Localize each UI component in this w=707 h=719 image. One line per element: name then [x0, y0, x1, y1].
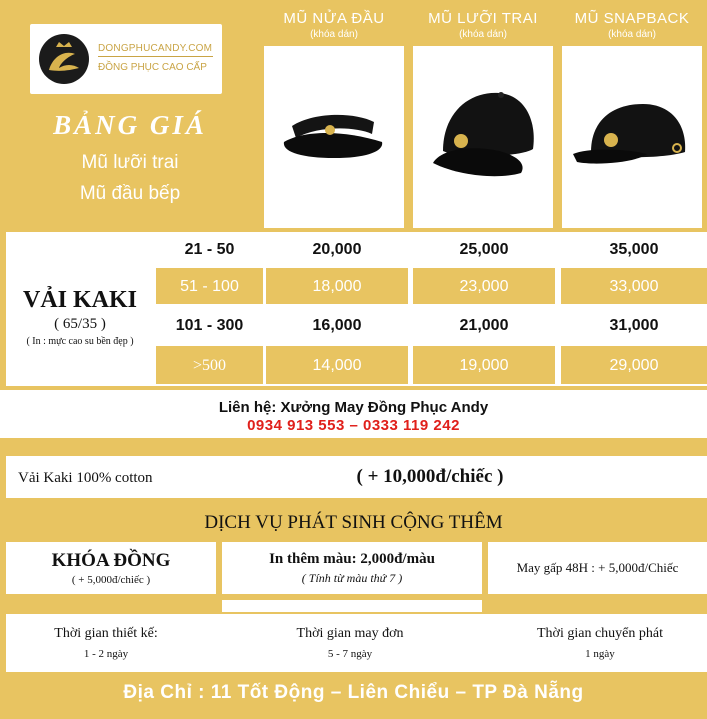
logo-emblem-icon [39, 34, 89, 84]
snapback-cap-image [562, 46, 702, 228]
logo-site-text: DONGPHUCANDY.COM [98, 43, 213, 54]
service-spacer [222, 600, 482, 612]
column-note: (khóa dán) [310, 29, 358, 40]
delivery-time [500, 614, 700, 672]
address: Địa Chỉ : 11 Tốt Động – Liên Chiểu – TP Đà Nẵng [123, 682, 584, 703]
logo-tagline: ĐỒNG PHỤC CAO CẤP [98, 62, 207, 73]
column-note: (khóa dán) [459, 29, 507, 40]
visor-cap-image [264, 46, 404, 228]
price-cell: 16,000 [312, 317, 362, 334]
color-title: In thêm màu: 2,000đ/màu [269, 550, 435, 567]
column-header-visor [264, 10, 404, 40]
color-service [222, 542, 482, 594]
price-cell: 18,000 [312, 278, 362, 295]
subtitle-chef-hat: Mũ đầu bếp [79, 183, 181, 204]
rush-service: May gấp 48H : + 5,000đ/Chiếc [516, 560, 679, 575]
price-cell: 14,000 [312, 357, 362, 374]
qty-cell: 51 - 100 [180, 278, 239, 295]
price-cell: 31,000 [609, 317, 659, 334]
fabric-name: VẢI KAKI [22, 287, 137, 313]
price-cell: 33,000 [609, 278, 659, 295]
cotton-price: ( + 10,000đ/chiếc ) [356, 466, 504, 487]
contact-phones[interactable]: 0934 913 553 – 0333 119 242 [247, 417, 460, 434]
time-label: Thời gian may đơn [296, 626, 404, 641]
column-header-baseball [413, 10, 553, 40]
price-cell: 25,000 [459, 241, 509, 258]
brand-logo [30, 24, 222, 94]
sewing-time [250, 614, 450, 672]
color-note: ( Tính từ màu thứ 7 ) [301, 570, 403, 585]
contact-label: Liên hệ: Xưởng May Đồng Phục Andy [218, 399, 489, 416]
page-title: BẢNG GIÁ [53, 110, 207, 140]
column-header-snapback [562, 10, 702, 40]
services-title: DỊCH VỤ PHÁT SINH CỘNG THÊM [204, 512, 503, 533]
qty-cell: >500 [192, 357, 227, 374]
subtitle-cap: Mũ lưỡi trai [81, 152, 179, 173]
column-name: MŨ SNAPBACK [574, 10, 690, 27]
price-cell: 35,000 [609, 241, 659, 258]
column-name: MŨ LƯỠI TRAI [428, 10, 538, 27]
price-cell: 19,000 [459, 357, 509, 374]
logo-divider [98, 56, 213, 57]
design-time [6, 614, 206, 672]
time-label: Thời gian chuyển phát [537, 626, 663, 641]
time-label: Thời gian thiết kế: [54, 626, 158, 641]
price-cell: 20,000 [312, 241, 362, 258]
lock-service [6, 542, 216, 594]
fabric-ratio: ( 65/35 ) [54, 316, 106, 332]
cotton-label: Vải Kaki 100% cotton [18, 470, 153, 486]
qty-cell: 21 - 50 [184, 241, 235, 258]
time-value: 1 - 2 ngày [83, 648, 129, 660]
fabric-print-note: ( In : mực cao su bền đẹp ) [26, 336, 134, 347]
lock-title: KHÓA ĐỒNG [51, 550, 171, 571]
column-name: MŨ NỬA ĐẦU [283, 10, 385, 27]
fabric-label [6, 272, 154, 362]
column-note: (khóa dán) [608, 29, 656, 40]
qty-cell: 101 - 300 [175, 317, 244, 334]
price-cell: 23,000 [459, 278, 509, 295]
time-value: 5 - 7 ngày [327, 648, 373, 660]
baseball-cap-image [413, 46, 553, 228]
price-cell: 29,000 [609, 357, 659, 374]
lock-price: ( + 5,000đ/chiếc ) [71, 574, 151, 586]
price-cell: 21,000 [459, 317, 509, 334]
time-value: 1 ngày [585, 648, 615, 660]
